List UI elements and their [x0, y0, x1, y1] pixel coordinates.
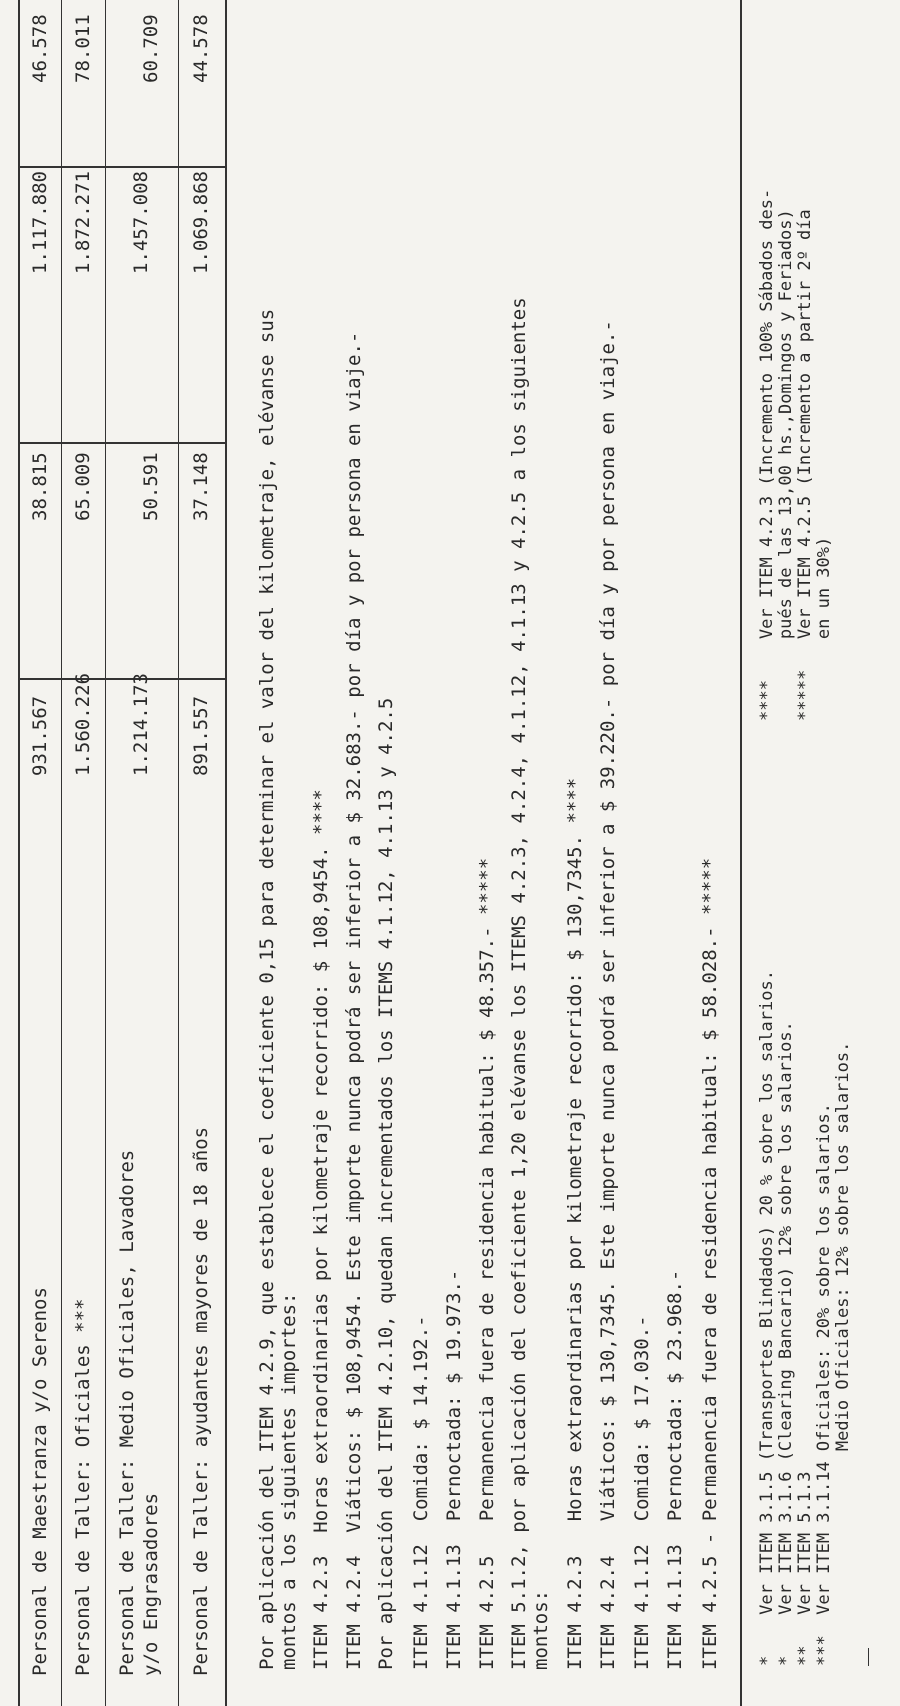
table-row-divider: [105, 0, 106, 1706]
body-line: ITEM 4.2.4 Viáticos: $ 108,9454. Este importe nunca podrá ser inferior a $ 32.683.- por día y por persona en viaje.-: [343, 331, 365, 1670]
value-cell: 1.117.880: [29, 171, 51, 274]
table-bottom-border: [225, 0, 227, 1706]
footnote-line: * Ver ITEM 3.1.6 (Clearing Bancario) 12% sobre los salarios.: [776, 1021, 796, 1666]
footnote-line: * Ver ITEM 3.1.5 (Transportes Blindados) 20 % sobre los salarios.: [757, 970, 777, 1666]
footnote-line: *** Ver ITEM 3.1.14 Oficiales: 20% sobre los salarios.: [814, 1103, 834, 1666]
value-cell: 60.709: [140, 14, 162, 83]
table-row-divider: [178, 0, 179, 1706]
row-label: Personal de Taller: Oficiales ***: [72, 1298, 94, 1676]
table-column-divider: [18, 166, 225, 168]
footnote-divider: [740, 0, 742, 1706]
body-line: ITEM 4.1.13 Pernoctada: $ 19.973.-: [443, 1269, 465, 1670]
footnote-line: ** Ver ITEM 5.1.3: [795, 1471, 815, 1666]
value-cell: 46.578: [29, 14, 51, 83]
footnote-short-rule: [868, 1648, 869, 1666]
footnote-line: ***** Ver ITEM 4.2.5 (Incremento a partir 2º día: [795, 209, 815, 721]
row-label-line-1: Personal de Taller: Medio Oficiales, Lavadores: [116, 1149, 138, 1676]
value-cell: 65.009: [72, 452, 94, 521]
body-line: ITEM 4.2.4 Viáticos: $ 130,7345. Este importe nunca podrá ser inferior a $ 39.220.- por día y por persona en viaje.-: [597, 320, 619, 1670]
body-line: montos:: [530, 1589, 552, 1670]
footnote-line: en un 30%): [814, 536, 834, 721]
value-cell: 1.560.226: [72, 673, 94, 776]
value-cell: 891.557: [190, 695, 212, 776]
value-cell: 931.567: [29, 695, 51, 776]
body-line: ITEM 4.2.3 Horas extraordinarias por kilometraje recorrido: $ 108,9454. ****: [310, 789, 332, 1670]
value-cell: 37.148: [190, 452, 212, 521]
body-line: Por aplicación del ITEM 4.2.10, quedan incrementados los ITEMS 4.1.12, 4.1.13 y 4.2.5: [375, 697, 397, 1670]
row-label: Personal de Taller: ayudantes mayores de 18 años: [190, 1126, 212, 1676]
body-line: ITEM 4.1.13 Pernoctada: $ 23.968.-: [664, 1269, 686, 1670]
table-column-divider: [18, 678, 225, 680]
body-line: ITEM 4.2.3 Horas extraordinarias por kilometraje recorrido: $ 130,7345. ****: [564, 777, 586, 1670]
body-line: ITEM 4.1.12 Comida: $ 14.192.-: [410, 1315, 432, 1670]
value-cell: 1.457.008: [130, 171, 152, 274]
body-line: ITEM 4.1.12 Comida: $ 17.030.-: [631, 1315, 653, 1670]
row-label: Personal de Maestranza y/o Serenos: [29, 1287, 51, 1676]
body-line: ITEM 5.1.2, por aplicación del coeficiente 1,20 elévanse los ITEMS 4.2.3, 4.2.4, 4.1.12, 4.1.13 y 4.2.5 a los siguientes: [508, 297, 530, 1670]
footnote-line: Medio Oficiales: 12% sobre los salarios.: [833, 1041, 853, 1666]
body-line: montos a los siguientes importes:: [278, 1292, 300, 1670]
value-cell: 44.578: [190, 14, 212, 83]
value-cell: 50.591: [140, 452, 162, 521]
table-column-divider: [18, 442, 225, 444]
row-label-line-2: y/o Engrasadores: [140, 1492, 162, 1676]
value-cell: 38.815: [29, 452, 51, 521]
value-cell: 1.872.271: [72, 171, 94, 274]
body-line: ITEM 4.2.5 Permanencia fuera de residencia habitual: $ 48.357.- *****: [476, 857, 498, 1670]
table-top-border: [18, 0, 20, 1706]
value-cell: 1.069.868: [190, 171, 212, 274]
table-row-divider: [61, 0, 62, 1706]
body-line: Por aplicación del ITEM 4.2.9, que establece el coeficiente 0,15 para determinar el valor del kilometraje, elévanse sus: [256, 308, 278, 1670]
footnote-line: **** Ver ITEM 4.2.3 (Incremento 100% Sábados des-: [757, 188, 777, 721]
footnote-line: pués de las 13,00 hs.,Domingos y Feriados): [776, 209, 796, 721]
value-cell: 1.214.173: [130, 673, 152, 776]
value-cell: 78.011: [72, 14, 94, 83]
body-line: ITEM 4.2.5 - Permanencia fuera de residencia habitual: $ 58.028.- *****: [699, 857, 721, 1670]
